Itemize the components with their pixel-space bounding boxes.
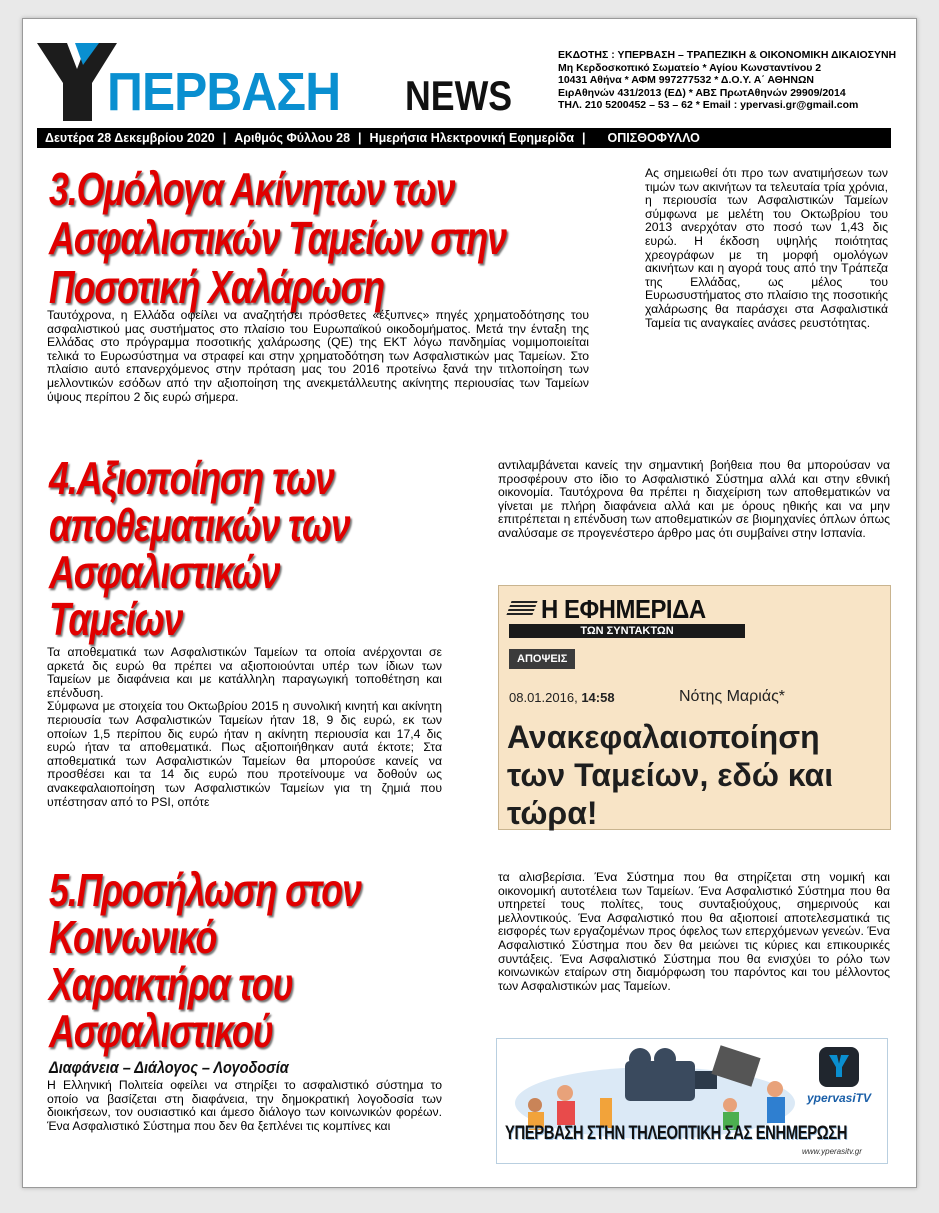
section5-body: Η Ελληνική Πολιτεία οφείλει να στηρίξει το ασφαλιστικό σύστημα το οποίο να βασίζεται στη διαφάνεια, την δημοκρατική λογοδοσία των διοικήσεων, τον ουσιαστικό και άμεσο διάλογο των κοινωνικών φορέων. Ένα Ασφαλιστικό Σύστημα που δεν θα ξεπλένει τις κομπίνες και (47, 1078, 442, 1133)
section3-body: Ταυτόχρονα, η Ελλάδα οφείλει να αναζητήσει πρόσθετες «έξυπνες» πηγές χρηματοδότησης του ασφαλιστικού μας συστήματος στο πλαίσιο του Ευρωπαϊκού οικοδομήματος. Μετά την ένταξη της Ελλάδας στο πρόγραμμα ποσοτικής χαλάρωσης (QE) της ΕΚΤ λόγω πανδημίας νομιμοποιείται τελικά το Ευρωσύστημα να στραφεί και στην χρηματοδότηση των Ασφαλιστικών μας Ταμείων. Στο πλαίσιο αυτό επανερχόμενος στην πρόταση μας του 2016 προτείνω ξανά την τιτλοποίηση των μελλοντικών εσόδων από την αξιοποίηση της ανεκμετάλλευτης ακίνητης περιουσίας των Ταμείων ύψους περίπου 2 δις ευρώ σήμερα. (47, 308, 589, 404)
article-clipping (498, 585, 891, 830)
section5-title-line: Ασφαλιστικού (49, 1005, 273, 1057)
yperasi-tv-logo (799, 1047, 879, 1117)
section4-body (47, 646, 442, 809)
paper-type: Ημερήσια Ηλεκτρονική Εφημερίδα (369, 131, 575, 145)
tv-brand: ypervasiTV (806, 1091, 872, 1105)
tv-caption: ΥΠΕΡΒΑΣΗ ΣΤΗΝ ΤΗΛΕΟΠΤΙΚΗ ΣΑΣ ΕΝΗΜΕΡΩΣΗ (505, 1123, 848, 1144)
publisher-info (558, 49, 908, 112)
clipping-paper-name: Η ΕΦΗΜΕΡΙΔΑ (541, 594, 706, 624)
clipping-date: 08.01.2016, (509, 690, 578, 705)
section3-title-line: Ποσοτική Χαλάρωση (49, 261, 384, 313)
section4-title-line: 4.Αξιοποίηση των (49, 452, 334, 504)
section5-title-line: Κοινωνικό (49, 911, 217, 963)
section5-subtitle: Διαφάνεια – Διάλογος – Λογοδοσία (49, 1058, 289, 1077)
clipping-time: 14:58 (581, 690, 615, 705)
clipping-headline: Ανακεφαλαιοποίηση των Ταμείων, εδώ και τώρα! (507, 719, 834, 831)
category-badge[interactable]: ΑΠΟΨΕΙΣ (509, 649, 575, 669)
tv-icon (819, 1047, 859, 1087)
bar-separator: | (358, 131, 362, 145)
logo-y-shape (37, 43, 117, 121)
section3-right-body: Ας σημειωθεί ότι προ των ανατιμήσεων των τιμών των ακινήτων τα τελευταία τρία χρόνια, η περιουσία των Ασφαλιστικών Ταμείων σύμφωνα με μελέτη του Οκτωβρίου του 2013 ανερχόταν στο ποσό των 1,43 δις ευρώ. Η έκδοση υψηλής ποιότητας χρεογράφων με τη μορφή ομολόγων ακινήτων και η αγορά τους από την Τράπεζα της Ελλάδας, ως μέλος του Ευρωσυστήματος στο πλαίσιο της ποσοτικής χαλάρωσης θα παράσχει στα Ασφαλιστικά Ταμεία τις αναγκαίες ανάσες ρευστότητας. (645, 166, 888, 330)
section4-title-line: Ταμείων (49, 593, 183, 645)
publisher-line: Μη Κερδοσκοπικό Σωματείο * Αγίου Κωνσταντίνου 2 (558, 61, 822, 74)
section3-title-line: Ασφαλιστικών Ταμείων στην (49, 212, 506, 264)
date-bar (37, 128, 891, 148)
section4-paragraph: Τα αποθεματικά των Ασφαλιστικών Ταμείων τα οποία ανέρχονται σε αρκετά δις ευρώ θα πρέπει να αξιοποιούνται υπέρ των ίδιων των Ταμείων με διαφάνεια και με κατάλληλη παραγωγική τοποθέτηση και επένδυση. (47, 645, 442, 700)
publisher-line: ΕΚΔΟΤΗΣ : ΥΠΕΡΒΑΣΗ – ΤΡΑΠΕΖΙΚΗ & ΟΙΚΟΝΟΜΙΚΗ ΔΙΚΑΙΟΣΥΝΗ (558, 49, 897, 61)
page-label: ΟΠΙΣΘΟΦΥΛΛΟ (607, 131, 700, 145)
logo-main: ΠΕΡΒΑΣΗ (107, 62, 341, 122)
publisher-line: ΕιρΑθηνών 431/2013 (ΕΔ) * ΑΒΣ ΠρωτΑθηνών 29909/2014 (558, 86, 846, 99)
section5-right-body: τα αλισβερίσια. Ένα Σύστημα που θα στηρίζεται στη νομική και οικονομική αυτοτέλεια των Ταμείων. Ένα Ασφαλιστικό Σύστημα που θα υπηρετεί τους πολίτες, τους συνταξιούχους, σημερινούς και μελλοντικούς. Ένα Ασφαλιστικό που θα αξιοποιεί αποτελεσματικά τις εισφορές των εργαζομένων προς όφελος των επερχόμενων γενεών. Ένα Ασφαλιστικό Σύστημα που δεν θα μειώνει τις κύριες και επικουρικές συντάξεις. Ένα Ασφαλιστικό Σύστημα που θα ενισχύει το ρόλο των κοινωνικών εταίρων στη διαμόρφωση του παρόντος και του μέλλοντος των Ασφαλιστικών μας Ταμείων. (498, 870, 890, 993)
masthead-logo (37, 43, 513, 125)
clipping-paper-sub: ΤΩΝ ΣΥΝΤΑΚΤΩΝ (509, 624, 745, 638)
issue-date: Δευτέρα 28 Δεκεμβρίου 2020 (45, 131, 215, 145)
bar-separator: | (582, 131, 586, 145)
logo-news: NEWS (405, 72, 513, 119)
section4-title-line: αποθεματικών των (49, 499, 350, 551)
clipping-stripes-icon (506, 601, 537, 615)
tv-url[interactable]: www.yperasitv.gr (802, 1147, 862, 1156)
section5-title-line: 5.Προσήλωση στον (49, 864, 361, 916)
section3-title-line: 3.Ομόλογα Ακίνητων των (49, 163, 455, 215)
newspaper-page (22, 18, 917, 1188)
issue-number: Αριθμός Φύλλου 28 (234, 131, 351, 145)
section5-title-line: Χαρακτήρα του (49, 958, 293, 1010)
clipping-author: Νότης Μαριάς* (679, 688, 786, 705)
section4-paragraph: Σύμφωνα με στοιχεία του Οκτωβρίου 2015 η συνολική κινητή και ακίνητη περιουσία των Ασφαλιστικών Ταμείων ήταν 18, 9 δις ευρώ, εκ των οποίων 1,5 περίπου δις ευρώ ήταν η ακίνητη περιουσία και 17,4 δις ευρώ ήταν τα αποθεματικά. Πως αξιοποιήθηκαν αυτά έκτοτε; Στα αποθεματικά των Ασφαλιστικών Ταμείων θα μπορούσε κανείς να προσθέσει και τα 14 δις ευρώ που προτείνουμε να δοθούν ως ανακεφαλαιοποίηση των Ασφαλιστικών Ταμείων για τη ζημιά που υπέστησαν από το PSI, οπότε (47, 699, 442, 809)
bar-separator: | (222, 131, 227, 145)
publisher-line: 10431 Αθήνα * ΑΦΜ 997277532 * Δ.Ο.Υ. Α΄ ΑΘΗΝΩΝ (558, 74, 814, 86)
section5-title (49, 864, 469, 1057)
section4-title-line: Ασφαλιστικών (49, 546, 280, 598)
section3-title (49, 165, 609, 315)
tv-banner[interactable] (496, 1038, 888, 1164)
clipping-meta (509, 690, 615, 705)
section4-title (49, 452, 489, 645)
publisher-line: ΤΗΛ. 210 5200452 – 53 – 62 * Email : ypervasi.gr@gmail.com (558, 99, 859, 111)
section4-right-body: αντιλαμβάνεται κανείς την σημαντική βοήθεια που θα μπορούσαν να προσφέρουν στο ίδιο το Ασφαλιστικό Σύστημα αλλά και στην εθνική οικονομία. Ταυτόχρονα θα πρέπει η διαχείριση των αποθεματικών να γίνεται με πλήρη διαφάνεια αλλά και με όρους ηθικής και να μην επιτρέπεται η επένδυση των αποθεματικών σε βιομηχανίες όπλων όπως αναλύσαμε σε προγενέστερο άρθρο μας ότι συμβαίνει στην Ισπανία. (498, 458, 890, 540)
